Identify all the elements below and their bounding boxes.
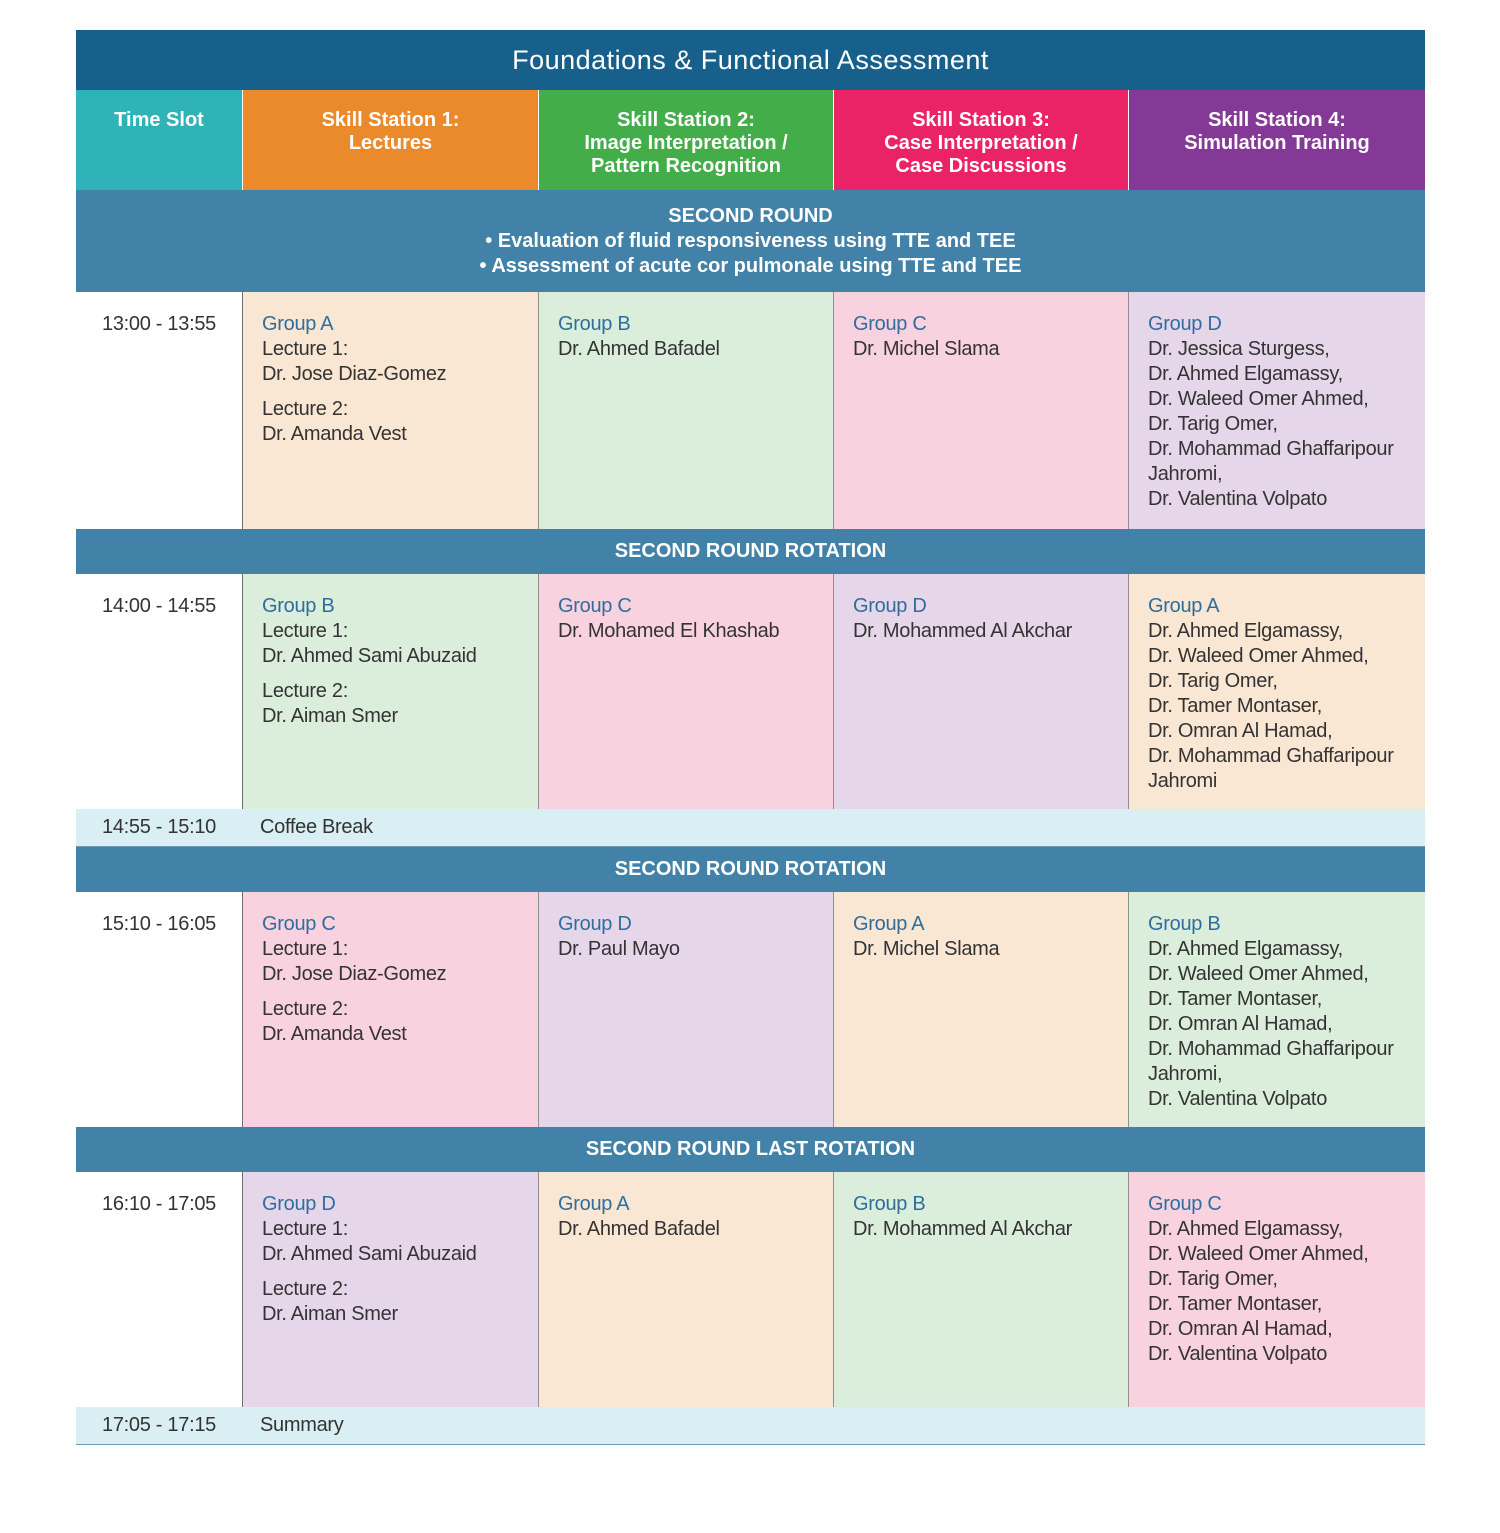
instructor-list xyxy=(558,619,833,644)
lecture-label: Lecture 1: xyxy=(262,1218,348,1240)
instructor-name: Dr. Waleed Omer Ahmed, xyxy=(1148,1243,1369,1265)
break-row xyxy=(76,809,1425,847)
instructor-name: Dr. Paul Mayo xyxy=(558,938,680,960)
instructor-list xyxy=(853,937,1128,962)
group-label: Group A xyxy=(853,913,925,935)
instructor-name: Dr. Michel Slama xyxy=(853,938,1000,960)
station-4-cell xyxy=(1129,292,1425,529)
lecturer-name: Dr. Jose Diaz-Gomez xyxy=(262,963,447,985)
station-1-cell xyxy=(243,1172,539,1407)
station-3-cell xyxy=(834,1172,1129,1407)
instructor-name: Dr. Valentina Volpato xyxy=(1148,488,1328,510)
rotation-band: SECOND ROUND LAST ROTATION xyxy=(76,1127,1425,1172)
station-3-cell xyxy=(834,574,1129,809)
instructor-name: Dr. Michel Slama xyxy=(853,338,1000,360)
header-row xyxy=(76,90,1425,190)
station-2-cell xyxy=(539,1172,834,1407)
time-slot-cell: 14:00 - 14:55 xyxy=(76,574,243,809)
rotation-band: SECOND ROUND ROTATION xyxy=(76,529,1425,574)
lecture-label: Lecture 1: xyxy=(262,338,348,360)
group-label: Group B xyxy=(853,1193,926,1215)
lecture-label: Lecture 1: xyxy=(262,938,348,960)
instructor-name: Dr. Omran Al Hamad, xyxy=(1148,1013,1333,1035)
group-label: Group B xyxy=(1148,913,1221,935)
instructor-name: Dr. Waleed Omer Ahmed, xyxy=(1148,388,1369,410)
instructor-list xyxy=(558,1217,833,1242)
header-skill-station-2: Skill Station 2: Image Interpretation / Pattern Recognition xyxy=(539,90,834,190)
group-label: Group D xyxy=(558,913,632,935)
station-1-cell xyxy=(243,574,539,809)
instructor-list xyxy=(558,337,833,362)
time-slot-cell: 16:10 - 17:05 xyxy=(76,1172,243,1407)
lecture-label: Lecture 2: xyxy=(262,680,348,702)
time-slot-row xyxy=(76,892,1425,1127)
instructor-name: Dr. Waleed Omer Ahmed, xyxy=(1148,963,1369,985)
instructor-name: Dr. Ahmed Bafadel xyxy=(558,1218,720,1240)
station-4-cell xyxy=(1129,892,1425,1127)
header-skill-station-3: Skill Station 3: Case Interpretation / Case Discussions xyxy=(834,90,1129,190)
lecture-label: Lecture 1: xyxy=(262,620,348,642)
station-1-cell xyxy=(243,892,539,1127)
time-slot-cell: 13:00 - 13:55 xyxy=(76,292,243,529)
header-skill-station-1: Skill Station 1: Lectures xyxy=(243,90,539,190)
lecturer-name: Dr. Amanda Vest xyxy=(262,1023,407,1045)
instructor-name: Dr. Mohammed Al Akchar xyxy=(853,1218,1073,1240)
instructor-list xyxy=(1148,937,1425,1112)
instructor-name: Dr. Ahmed Elgamassy, xyxy=(1148,1218,1343,1240)
intro-bullet: • Assessment of acute cor pulmonale using TTE and TEE xyxy=(479,254,1022,277)
header-time-slot: Time Slot xyxy=(76,90,243,190)
station-4-cell xyxy=(1129,1172,1425,1407)
lecturer-name: Dr. Jose Diaz-Gomez xyxy=(262,363,447,385)
instructor-name: Dr. Tamer Montaser, xyxy=(1148,988,1322,1010)
instructor-name: Dr. Valentina Volpato xyxy=(1148,1343,1328,1365)
instructor-name: Dr. Mohamed El Khashab xyxy=(558,620,780,642)
instructor-name: Dr. Tarig Omer, xyxy=(1148,413,1278,435)
instructor-name: Dr. Tarig Omer, xyxy=(1148,670,1278,692)
break-time: 14:55 - 15:10 xyxy=(102,816,216,838)
instructor-name: Dr. Mohammad Ghaffaripour xyxy=(1148,438,1394,460)
instructor-name: Dr. Ahmed Elgamassy, xyxy=(1148,938,1343,960)
group-label: Group C xyxy=(558,595,632,617)
lecturer-name: Dr. Amanda Vest xyxy=(262,423,407,445)
instructor-name: Dr. Ahmed Elgamassy, xyxy=(1148,363,1343,385)
station-4-cell xyxy=(1129,574,1425,809)
instructor-list xyxy=(1148,619,1425,794)
time-slot-cell: 15:10 - 16:05 xyxy=(76,892,243,1127)
instructor-name: Dr. Tamer Montaser, xyxy=(1148,695,1322,717)
instructor-name: Dr. Ahmed Bafadel xyxy=(558,338,720,360)
lecturer-name: Dr. Ahmed Sami Abuzaid xyxy=(262,645,477,667)
instructor-name: Dr. Valentina Volpato xyxy=(1148,1088,1328,1110)
group-label: Group A xyxy=(558,1193,630,1215)
instructor-name: Dr. Tamer Montaser, xyxy=(1148,1293,1322,1315)
lecturer-name: Dr. Aiman Smer xyxy=(262,1303,398,1325)
group-label: Group B xyxy=(558,313,631,335)
station-2-cell xyxy=(539,574,834,809)
group-label: Group C xyxy=(1148,1193,1222,1215)
group-label: Group A xyxy=(262,313,334,335)
break-label: Coffee Break xyxy=(260,816,373,838)
time-slot-row xyxy=(76,292,1425,529)
lecturer-name: Dr. Aiman Smer xyxy=(262,705,398,727)
station-1-cell xyxy=(243,292,539,529)
group-label: Group B xyxy=(262,595,335,617)
time-slot-row xyxy=(76,574,1425,809)
group-label: Group A xyxy=(1148,595,1220,617)
instructor-name: Dr. Mohammad Ghaffaripour xyxy=(1148,745,1394,767)
instructor-name: Dr. Jessica Sturgess, xyxy=(1148,338,1330,360)
instructor-list xyxy=(853,619,1128,644)
instructor-name: Dr. Ahmed Elgamassy, xyxy=(1148,620,1343,642)
station-3-cell xyxy=(834,292,1129,529)
instructor-list xyxy=(1148,1217,1425,1367)
schedule-title: Foundations & Functional Assessment xyxy=(76,30,1425,90)
break-row xyxy=(76,1407,1425,1445)
instructor-name: Dr. Omran Al Hamad, xyxy=(1148,720,1333,742)
group-label: Group D xyxy=(262,1193,336,1215)
station-2-cell xyxy=(539,892,834,1127)
lecture-label: Lecture 2: xyxy=(262,998,348,1020)
instructor-list xyxy=(853,1217,1128,1242)
schedule-table xyxy=(76,30,1425,1445)
instructor-list xyxy=(853,337,1128,362)
instructor-list xyxy=(558,937,833,962)
break-label: Summary xyxy=(260,1414,344,1436)
second-round-intro xyxy=(76,190,1425,292)
instructor-name: Dr. Tarig Omer, xyxy=(1148,1268,1278,1290)
instructor-name: Dr. Mohammad Ghaffaripour xyxy=(1148,1038,1394,1060)
station-3-cell xyxy=(834,892,1129,1127)
instructor-name: Dr. Mohammed Al Akchar xyxy=(853,620,1073,642)
time-slot-row xyxy=(76,1172,1425,1407)
break-time: 17:05 - 17:15 xyxy=(102,1414,216,1436)
group-label: Group D xyxy=(1148,313,1222,335)
lecture-label: Lecture 2: xyxy=(262,1278,348,1300)
instructor-name: Dr. Omran Al Hamad, xyxy=(1148,1318,1333,1340)
intro-heading: SECOND ROUND xyxy=(668,204,833,227)
lecturer-name: Dr. Ahmed Sami Abuzaid xyxy=(262,1243,477,1265)
group-label: Group C xyxy=(853,313,927,335)
group-label: Group D xyxy=(853,595,927,617)
instructor-name: Jahromi, xyxy=(1148,1063,1223,1085)
rotation-band: SECOND ROUND ROTATION xyxy=(76,847,1425,892)
group-label: Group C xyxy=(262,913,336,935)
intro-bullet: • Evaluation of fluid responsiveness using TTE and TEE xyxy=(485,229,1016,252)
station-2-cell xyxy=(539,292,834,529)
header-skill-station-4: Skill Station 4: Simulation Training xyxy=(1129,90,1425,190)
instructor-name: Dr. Waleed Omer Ahmed, xyxy=(1148,645,1369,667)
instructor-name: Jahromi xyxy=(1148,770,1218,792)
instructor-list xyxy=(1148,337,1425,512)
lecture-label: Lecture 2: xyxy=(262,398,348,420)
instructor-name: Jahromi, xyxy=(1148,463,1223,485)
